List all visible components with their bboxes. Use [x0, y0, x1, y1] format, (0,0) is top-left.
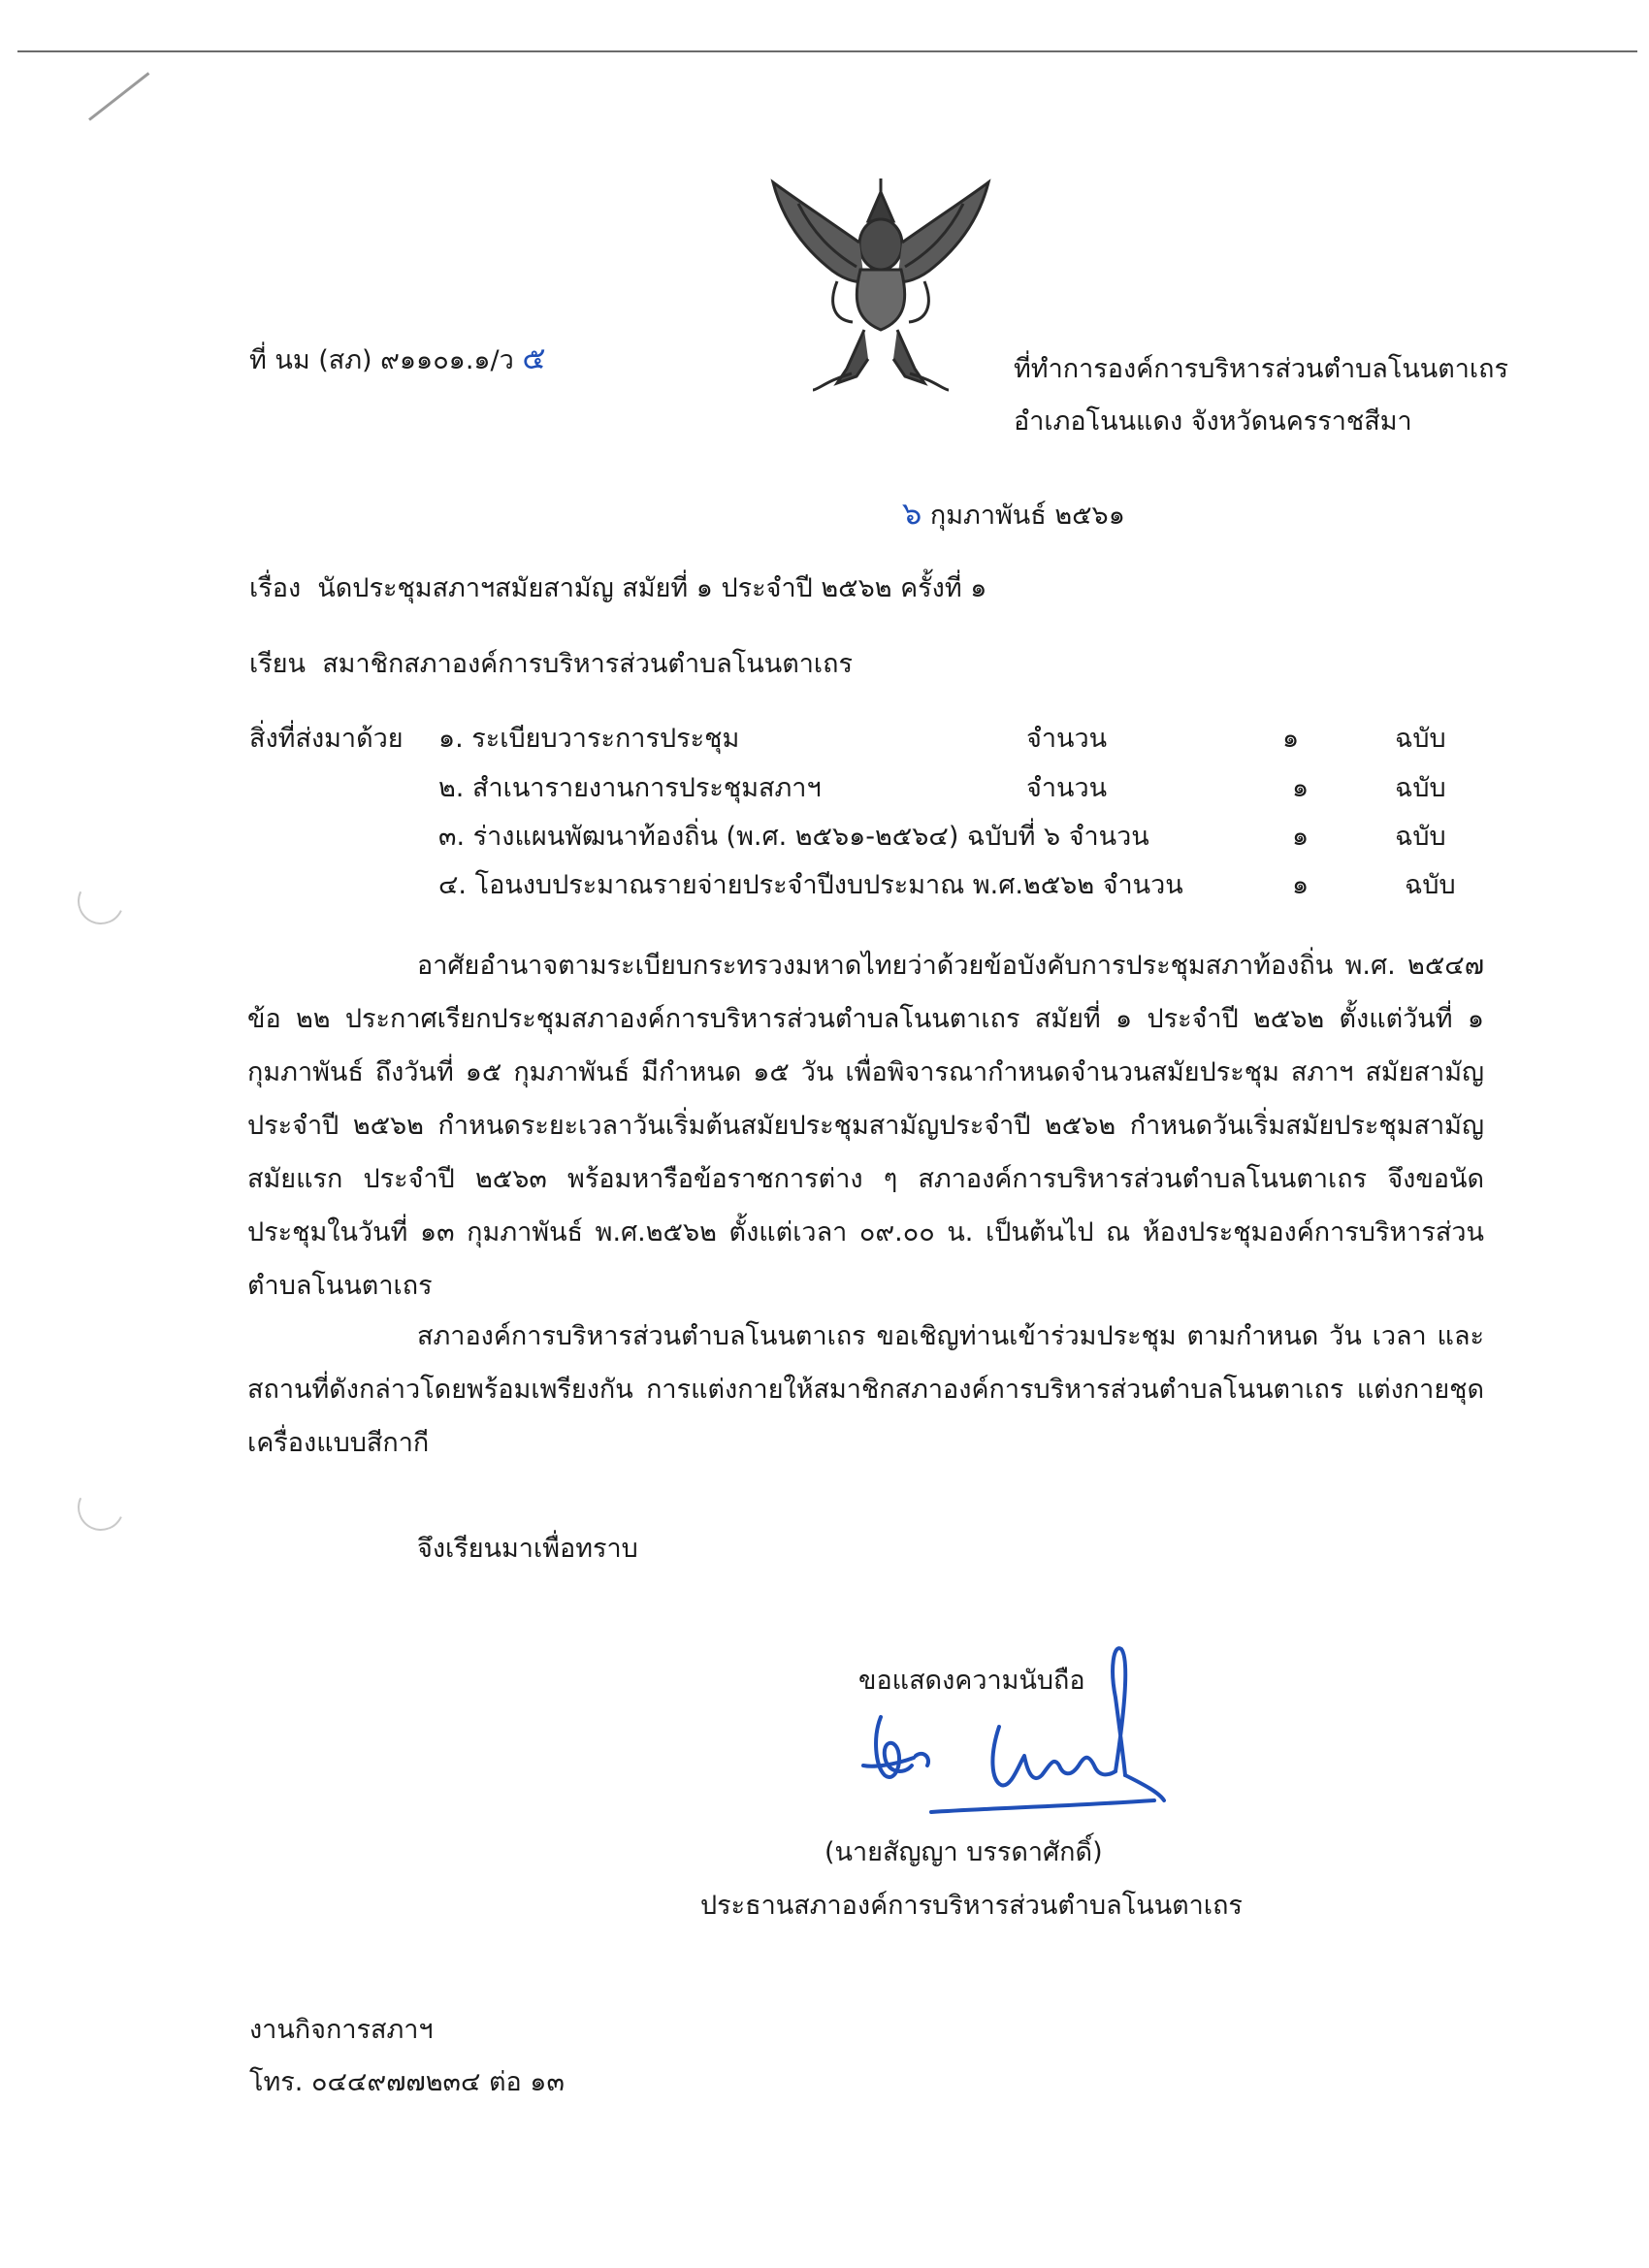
punch-hole-top	[71, 871, 131, 931]
body-paragraph-2-text: สภาองค์การบริหารส่วนตำบลโนนตาเถร ขอเชิญท่านเข้าร่วมประชุม ตามกำหนด วัน เวลา และสถานที่ดังกล่าวโดยพร้อมเพรียงกัน การแต่งกายให้สมาชิกสภาองค์การบริหารส่วนตำบลโนนตาเถร แต่งกายชุดเครื่องแบบสีกากี	[247, 1321, 1484, 1458]
signer-title: ประธานสภาองค์การบริหารส่วนตำบลโนนตาเถร	[700, 1891, 1243, 1921]
enclosure-qty-label: จำนวน	[1026, 773, 1108, 803]
enclosure-qty: ๑	[1292, 773, 1310, 803]
recipient-line	[249, 648, 853, 681]
enclosure-item: ๒. สำเนารายงานการประชุมสภาฯ	[438, 773, 822, 803]
body-paragraph-1	[247, 939, 1484, 1312]
garuda-emblem-icon	[760, 175, 1002, 393]
subject-text: นัดประชุมสภาฯสมัยสามัญ สมัยที่ ๑ ประจำปี ๒๕๖๒ ครั้งที่ ๑	[317, 573, 987, 603]
subject-line	[249, 572, 986, 605]
enclosure-qty-label: จำนวน	[1026, 724, 1108, 754]
enclosure-item: ๓. ร่างแผนพัฒนาท้องถิ่น (พ.ศ. ๒๕๖๑-๒๕๖๔) ฉบับที่ ๖ จำนวน	[438, 822, 1149, 852]
body-paragraph-1-text: อาศัยอำนาจตามระเบียบกระทรวงมหาดไทยว่าด้วยข้อบังคับการประชุมสภาท้องถิ่น พ.ศ. ๒๕๔๗ ข้อ ๒๒ ประกาศเรียกประชุมสภาองค์การบริหารส่วนตำบลโนนตาเถร สมัยที่ ๑ ประจำปี ๒๕๖๒ ตั้งแต่วันที่ ๑ กุมภาพันธ์ ถึงวันที่ ๑๕ กุมภาพันธ์ มีกำหนด ๑๕ วัน เพื่อพิจารณากำหนดจำนวนสมัยประชุม สภาฯ สมัยสามัญประจำปี ๒๕๖๒ กำหนดระยะเวลาวันเริ่มต้นสมัยประชุมสามัญประจำปี ๒๕๖๒ กำหนดวันเริ่มสมัยประชุมสามัญสมัยแรก ประจำปี ๒๕๖๓ พร้อมหารือข้อราชการต่าง ๆ สภาองค์การบริหารส่วนตำบลโนนตาเถร จึงขอนัดประชุมในวันที่ ๑๓ กุมภาพันธ์ พ.ศ.๒๕๖๒ ตั้งแต่เวลา ๐๙.๐๐ น. เป็นต้นไป ณ ห้องประชุมองค์การบริหารส่วนตำบลโนนตาเถร	[247, 951, 1484, 1301]
enclosure-item: ๔. โอนงบประมาณรายจ่ายประจำปีงบประมาณ พ.ศ.๒๕๖๒ จำนวน	[438, 870, 1183, 900]
subject-label: เรื่อง	[249, 573, 302, 603]
date-month-year: กุมภาพันธ์ ๒๕๖๑	[929, 501, 1125, 531]
office-address-line-2: อำเภอโนนแดง จังหวัดนครราชสีมา	[1014, 406, 1412, 437]
enclosure-unit: ฉบับ	[1395, 773, 1446, 803]
document-date	[902, 497, 1125, 533]
recipient-label: เรียน	[249, 649, 307, 679]
signature-image	[834, 1630, 1183, 1843]
punch-hole-bottom	[71, 1477, 131, 1538]
office-address-line-1: ที่ทำการองค์การบริหารส่วนตำบลโนนตาเถร	[1014, 354, 1509, 384]
scan-top-border	[17, 50, 1637, 52]
phone-number: โทร. ๐๔๔๙๗๗๒๓๔ ต่อ ๑๓	[249, 2067, 565, 2097]
enclosure-unit: ฉบับ	[1405, 870, 1456, 900]
reference-handwritten-number: ๕	[522, 340, 546, 376]
reference-number	[249, 341, 546, 377]
enclosure-qty: ๑	[1282, 724, 1300, 754]
reference-number-text: ที่ นม (สภ) ๙๑๑๐๑.๑/ว	[249, 345, 514, 375]
salutation: ขอแสดงความนับถือ	[858, 1666, 1085, 1696]
date-handwritten-day: ๖	[902, 495, 922, 532]
department-name: งานกิจการสภาฯ	[249, 2015, 434, 2045]
enclosure-qty: ๑	[1292, 870, 1310, 900]
enclosure-qty: ๑	[1292, 822, 1310, 852]
enclosure-unit: ฉบับ	[1395, 724, 1446, 754]
enclosure-item: ๑. ระเบียบวาระการประชุม	[438, 724, 740, 754]
body-paragraph-2	[247, 1310, 1484, 1470]
pen-stroke-mark	[88, 72, 149, 120]
enclosure-label: สิ่งที่ส่งมาด้วย	[249, 724, 404, 754]
closing-line: จึงเรียนมาเพื่อทราบ	[417, 1534, 638, 1564]
signer-name: (นายสัญญา บรรดาศักดิ์)	[824, 1837, 1103, 1867]
enclosure-unit: ฉบับ	[1395, 822, 1446, 852]
recipient-text: สมาชิกสภาองค์การบริหารส่วนตำบลโนนตาเถร	[322, 649, 853, 679]
